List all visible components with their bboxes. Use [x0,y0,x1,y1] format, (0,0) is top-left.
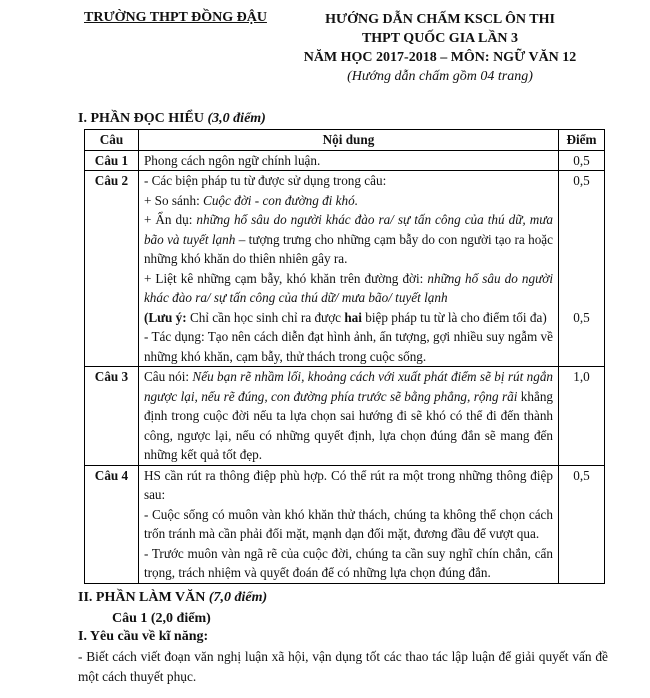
section-2-points: (7,0 điểm) [208,590,268,605]
answer-text: Chỉ cần học sinh chỉ ra được [186,309,345,325]
question-number: Câu 4 [85,465,139,583]
answer-italic: những hố sâu do người khác đào ra/ sự tấn công của thú dữ, mưa bão và tuyết lạnh [143,212,554,247]
title-note: (Hướng dẫn chấm gồm 04 trang) [347,69,533,84]
answer-line: - Tác dụng: Tạo nên cách diễn đạt hình ảnh, ấn tượng, gợi nhiều suy ngẫm về những khó khăn, cạm bẫy, thử thách trong cuộc sống. [143,329,554,364]
answer-italic: những hố sâu do người khác đào ra/ sự tấn công của thú dữ/ mưa bão/ tuyết lạnh [143,270,553,305]
answer-line: HS cần rút ra thông điệp phù hợp. Có thể rút ra một trong những thông điệp sau: [143,467,554,502]
score-value: 0,5 [573,173,590,188]
score-value: 0,5 [573,309,590,325]
score-value: 0,5 [559,465,605,583]
requirement-text: - Biết cách viết đoạn văn nghị luận xã hội, vận dụng tốt các thao tác lập luận để giải quyết vấn đề một cách thuyết phục. [78,649,608,684]
section-1-heading [78,111,266,127]
answer-bold: hai [344,309,362,325]
answer-content [138,150,558,171]
section-2-heading [78,590,267,606]
answer-italic: Cuộc đời - con đường đi khó. [203,192,358,208]
col-header-score: Điểm [559,130,605,151]
question-1-heading: Câu 1 (2,0 điểm) [112,611,211,626]
col-header-content: Nội dung [138,130,558,151]
grading-table [84,129,605,584]
table-row [85,171,605,367]
col-header-question: Câu [85,130,139,151]
table-header-row [85,130,605,151]
title-line-1: HƯỚNG DẪN CHẤM KSCL ÔN THI [325,12,555,27]
answer-text: Câu nói: [143,369,193,384]
answer-line: Phong cách ngôn ngữ chính luận. [143,152,321,168]
answer-italic: Nếu bạn rẽ nhầm lối, khoảng cách với xuất phát điểm sẽ bị rút ngắn ngược lại, nếu rẽ đúng, con đường phía trước sẽ bằng phẳng, rộng rãi [143,369,554,404]
section-1-points: (3,0 điểm) [207,111,266,126]
answer-line [144,269,553,308]
answer-text: + Liệt kê những cạm bẫy, khó khăn trên đường đời: [143,270,428,286]
school-name: TRƯỜNG THPT ĐỒNG ĐẬU [84,10,267,25]
table-row [85,150,605,171]
answer-text: + Ẩn dụ: [143,212,197,227]
table-row [85,367,605,466]
note-label: (Lưu ý: [143,309,187,325]
answer-content [138,367,558,466]
score-cell [559,171,605,367]
answer-text: + So sánh: [143,192,204,208]
score-value: 1,0 [559,367,605,466]
table-row [85,465,605,583]
answer-line: - Các biện pháp tu từ được sử dụng trong câu: [143,173,387,188]
answer-line [144,191,553,211]
section-1-label: I. PHẦN ĐỌC HIỂU [78,111,205,126]
section-2-label: II. PHẦN LÀM VĂN [78,590,206,605]
title-line-3: NĂM HỌC 2017-2018 – MÔN: NGỮ VĂN 12 [303,50,577,65]
score-value: 0,5 [559,150,605,171]
answer-content [138,465,558,583]
document-title [290,10,590,86]
answer-line: - Cuộc sống có muôn vàn khó khăn thử thách, chúng ta không thể chọn cách trốn tránh mà cần phải đối mặt, mạnh dạn đối mặt, đương đầu để vượt qua. [143,506,554,541]
title-line-2: THPT QUỐC GIA LẦN 3 [361,31,519,46]
answer-content [138,171,558,367]
question-number: Câu 1 [85,150,139,171]
answer-text: khẳng định trong cuộc đời nếu ta lựa chọn sai hướng đi sẽ khó có thể đi đến thành công, ngược lại, nếu có những quyết định, lựa chọn đúng đắn sẽ mang đến những kết quả tốt đẹp. [143,388,554,462]
requirement-heading: I. Yêu cầu về kĩ năng: [78,629,209,644]
question-number: Câu 3 [85,367,139,466]
answer-line [144,210,553,269]
answer-text: biệp pháp tu từ là cho điểm tối đa) [361,309,547,325]
question-number: Câu 2 [85,171,139,367]
answer-text: – tượng trưng cho những cạm bẫy do con người tạo ra hoặc những khó khăn do thiên nhiên gây ra. [143,231,554,266]
answer-note [144,308,553,328]
answer-line: - Trước muôn vàn ngã rẽ của cuộc đời, chúng ta cần suy nghĩ chín chắn, cẩn trọng, trách nhiệm và quyết đoán để có những lựa chọn đúng đắn. [143,545,554,580]
